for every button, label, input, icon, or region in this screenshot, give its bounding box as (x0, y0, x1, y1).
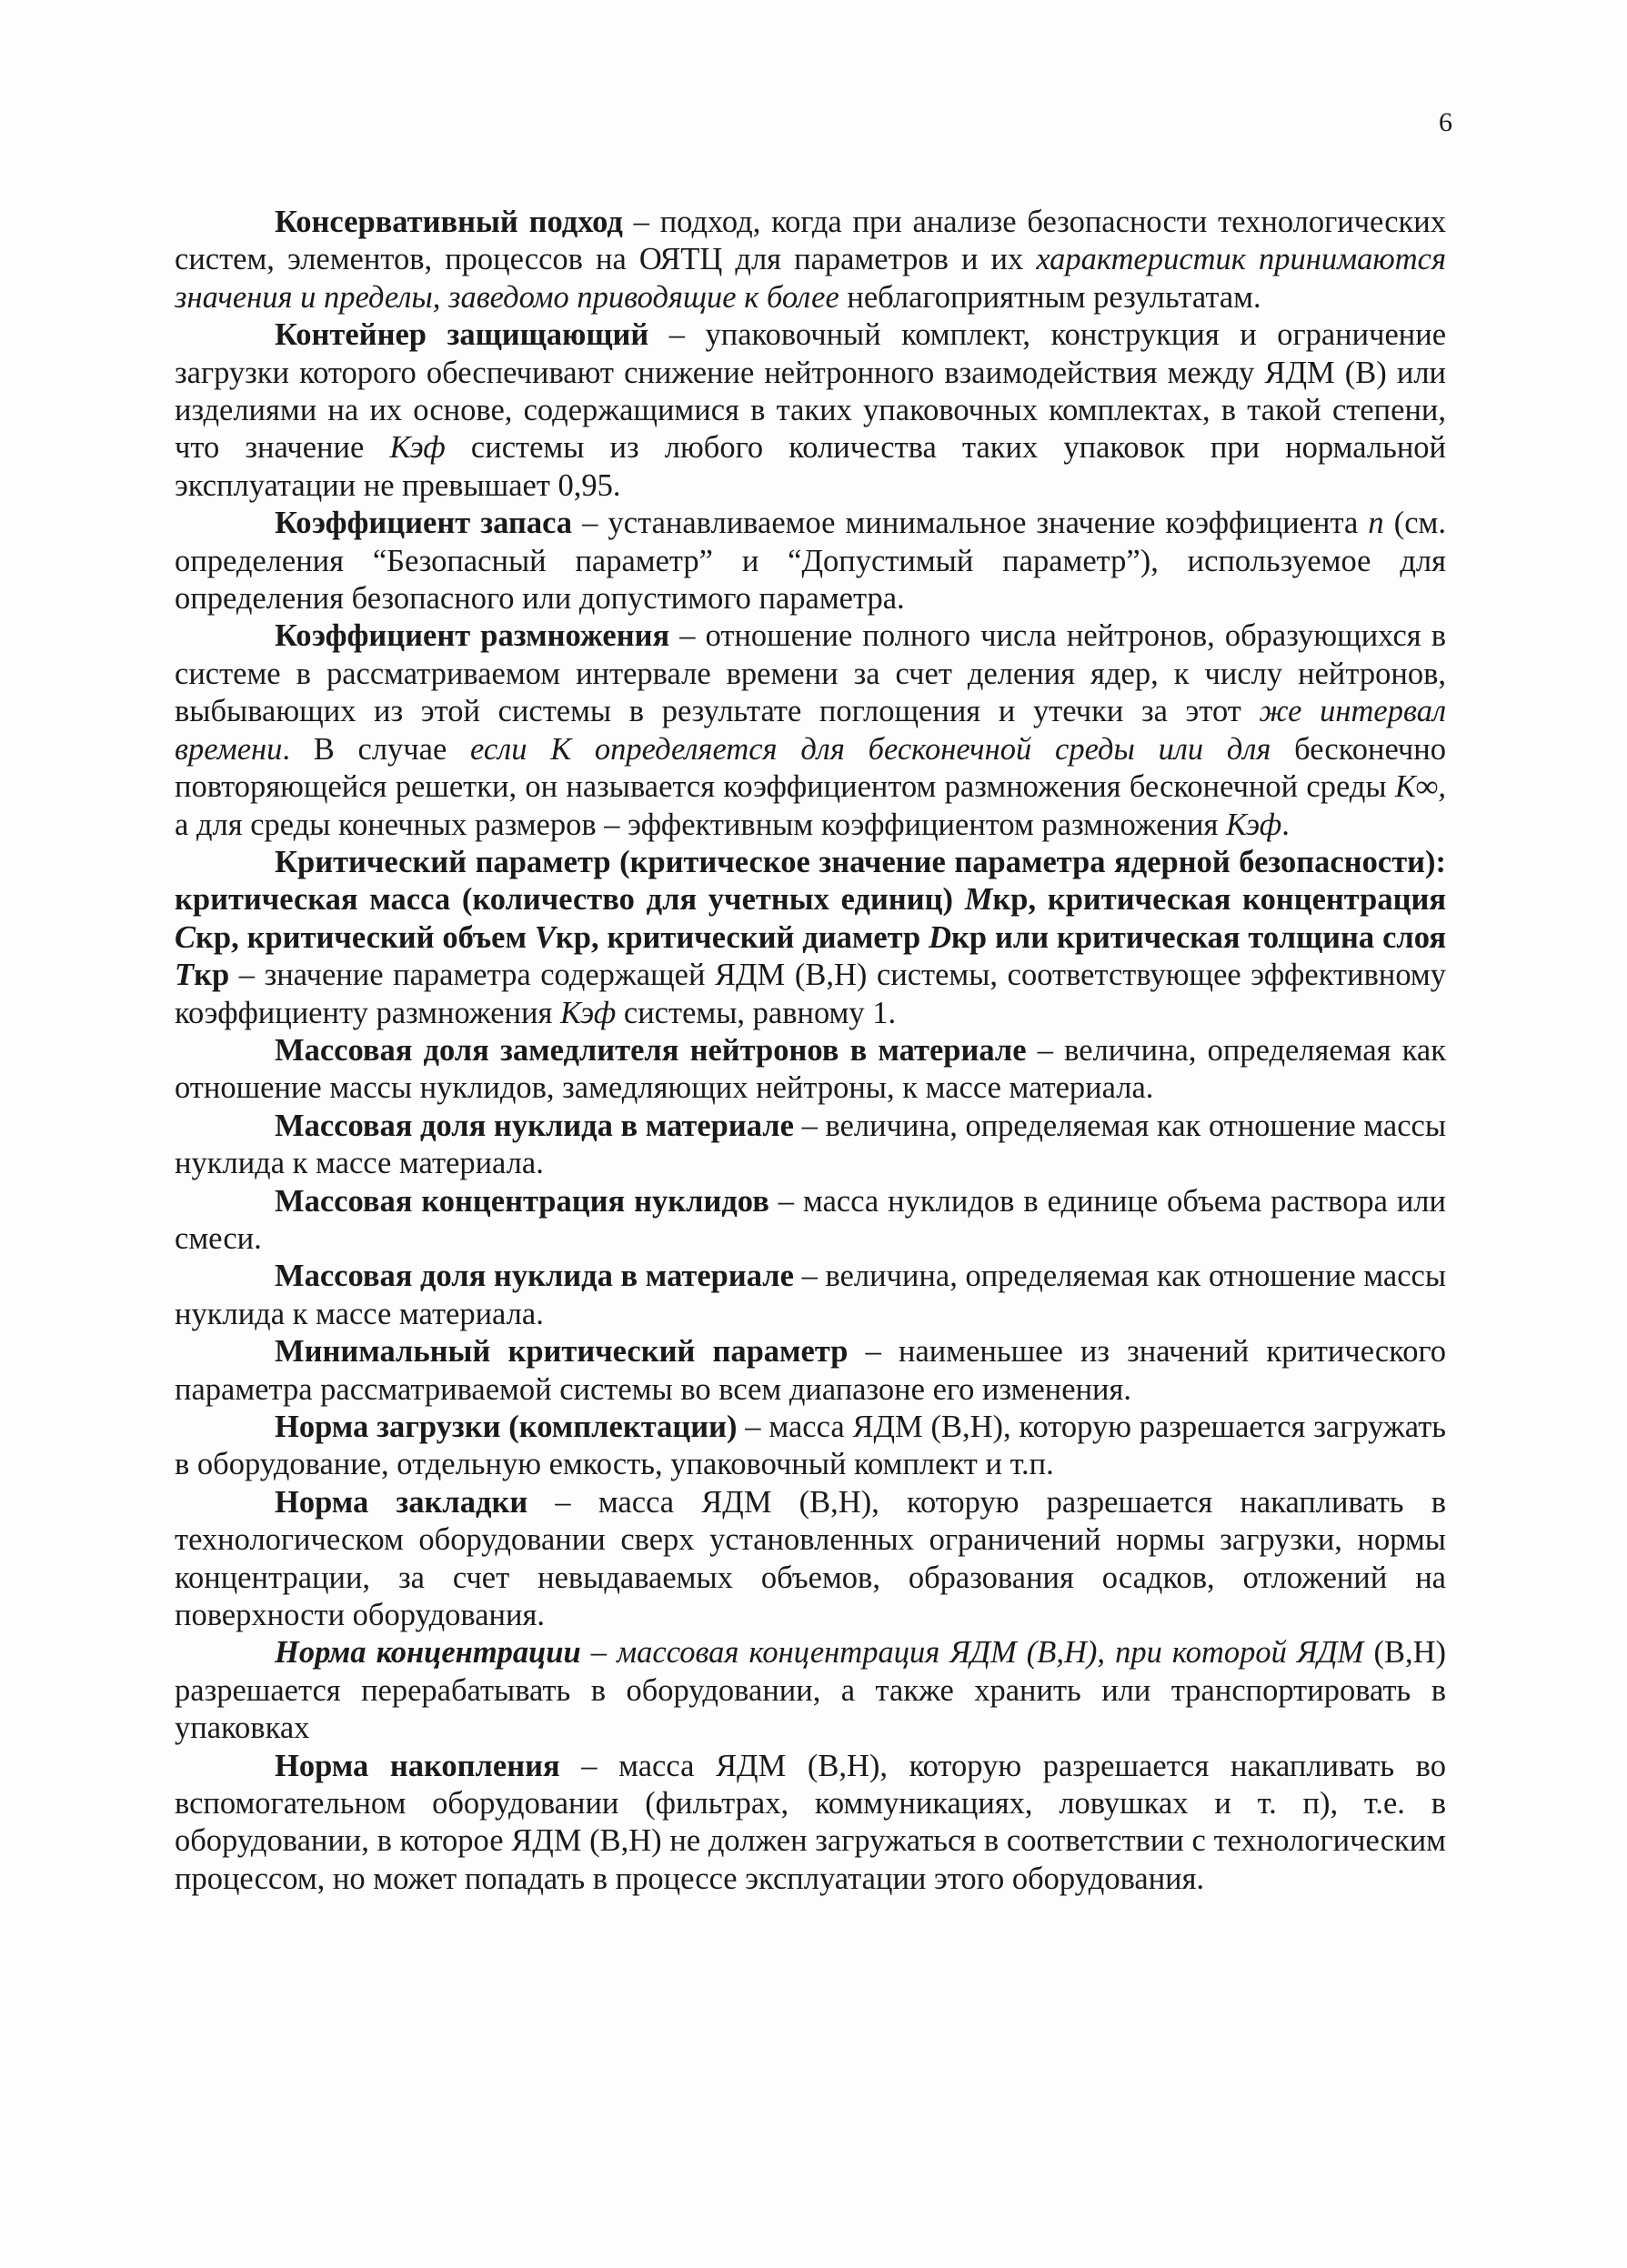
definition: масса ЯДМ (В,Н), которую разрешается загружать в оборудование, отдельную емкость, упаковочный комплект и т.п. (175, 1410, 1447, 1482)
entry-moderator-mass-fraction: Массовая доля замедлителя нейтронов в материале – величина, определяемая как отношение массы нуклидов, замедляющих нейтроны, к массе материала. (175, 1032, 1446, 1106)
term: Норма закладки (275, 1484, 528, 1520)
term: Массовая доля нуклида в материале (275, 1259, 794, 1294)
entry-mass-concentration: Массовая концентрация нуклидов – масса нуклидов в единице объема раствора или смеси. (175, 1183, 1446, 1256)
term: Консервативный подход (275, 205, 623, 239)
entry-multiplication-factor: Коэффициент размножения – отношение полного числа нейтронов, образующихся в системе в рассматриваемом интервале времени за счет деления ядер, к числу нейтронов, выбывающих из этой системы в результате поглощения и утечки за этот же интервал времени. В случае если К определяется для бесконечной среды или для бесконечно повторяющейся решетки, он называется коэффициентом размножения бесконечной среды К∞, а для среды конечных размеров – эффективным коэффициентом размножения Кэф. (175, 618, 1446, 842)
entry-deposit-norm: Норма закладки – масса ЯДМ (В,Н), которую разрешается накапливать в технологическом оборудовании сверх установленных ограничений нормы загрузки, нормы концентрации, за счет невыдаваемых объемов, образования осадков, отложений на поверхности оборудования. (175, 1484, 1446, 1633)
term: Норма загрузки (комплектации) (275, 1410, 738, 1444)
page-number: 6 (1439, 107, 1452, 137)
definition: отношение полного числа нейтронов, образующихся в системе в рассматриваемом интервале времени за счет деления ядер, к числу нейтронов, выбывающих из этой системы в результате поглощения и утечки за этот (175, 618, 1446, 729)
entry-critical-parameter: Критический параметр (критическое значение параметра ядерной безопасности): критическая масса (количество для учетных единиц) Мкр, критическая концентрация Скр, критический объем Vкр, критический диаметр Dкр или критическая толщина слоя Ткр – значение параметра содержащей ЯДМ (В,Н) системы, соответствующее эффективному коэффициенту размножения Кэф системы, равному 1. (175, 844, 1447, 1030)
entry-safety-factor: Коэффициент запаса – устанавливаемое минимальное значение коэффициента n (см. определения “Безопасный параметр” и “Допустимый параметр”), используемое для определения безопасного или допустимого параметра. (175, 506, 1446, 617)
definition: значение параметра содержащей ЯДМ (В,Н) системы, соответствующее эффективному коэффициенту размножения (175, 958, 1446, 1030)
definition: масса нуклидов в единице объема раствора или смеси. (175, 1183, 1446, 1256)
term: Критический параметр (критическое значение параметра ядерной безопасности): критическая масса (количество для учетных единиц) (175, 844, 1446, 918)
definition: величина, определяемая как отношение массы нуклидов, замедляющих нейтроны, к массе материала. (175, 1032, 1446, 1106)
term: Массовая доля замедлителя нейтронов в материале (275, 1032, 1027, 1068)
term: Норма накопления (275, 1748, 560, 1783)
term: Коэффициент запаса (275, 506, 573, 541)
entry-accumulation-norm: Норма накопления – масса ЯДМ (В,Н), которую разрешается накапливать во вспомогательном оборудовании (фильтрах, коммуникациях, ловушках и т. п), т.е. в оборудовании, в которое ЯДМ (В,Н) не должен загружаться в соответствии с технологическим процессом, но может попадать в процессе эксплуатации этого оборудования. (175, 1748, 1446, 1896)
entry-nuclide-mass-fraction-repeat: Массовая доля нуклида в материале – величина, определяемая как отношение массы нуклида к массе материала. (175, 1259, 1447, 1331)
definition: устанавливаемое минимальное значение коэффициента (608, 506, 1369, 541)
definition: массовая концентрация ЯДМ (В,Н), при которой ЯДМ (617, 1635, 1364, 1671)
term: Коэффициент размножения (275, 618, 670, 654)
definition: величина, определяемая как отношение массы нуклида к массе материала. (175, 1259, 1447, 1331)
term: Контейнер защищающий (275, 317, 649, 353)
entry-nuclide-mass-fraction: Массовая доля нуклида в материале – величина, определяемая как отношение массы нуклида к массе материала. (175, 1108, 1447, 1181)
term: Минимальный критический параметр (275, 1334, 849, 1370)
definition: упаковочный комплект, конструкция и ограничение загрузки которого обеспечивают снижение нейтронного взаимодействия между ЯДМ (В) или изделиями на их основе, содержащимися в таких упаковочных комплектах, в такой степени, что значение (175, 317, 1447, 466)
entry-protective-container: Контейнер защищающий – упаковочный комплект, конструкция и ограничение загрузки которого обеспечивают снижение нейтронного взаимодействия между ЯДМ (В) или изделиями на их основе, содержащимися в таких упаковочных комплектах, в такой степени, что значение Кэф системы из любого количества таких упаковок при нормальной эксплуатации не превышает 0,95. (175, 317, 1447, 503)
term: Массовая концентрация нуклидов (275, 1183, 769, 1219)
definition: величина, определяемая как отношение массы нуклида к массе материала. (175, 1108, 1447, 1181)
definition: масса ЯДМ (В,Н), которую разрешается накапливать во вспомогательном оборудовании (фильтрах, коммуникациях, ловушках и т. п), т.е. в оборудовании, в которое ЯДМ (В,Н) не должен загружаться в соответствии с технологическим процессом, но может попадать в процессе эксплуатации этого оборудования. (175, 1748, 1446, 1896)
term: Массовая доля нуклида в материале (275, 1108, 794, 1143)
entry-conservative-approach: Консервативный подход – подход, когда при анализе безопасности технологических систем, элементов, процессов на ОЯТЦ для параметров и их характеристик принимаются значения и пределы, заведомо приводящие к более неблагоприятным результатам. (175, 205, 1447, 315)
definition: наименьшее из значений критического параметра рассматриваемой системы во всем диапазоне его изменения. (175, 1334, 1447, 1407)
entry-concentration-norm: Норма концентрации – массовая концентрация ЯДМ (В,Н), при которой ЯДМ (В,Н) разрешается перерабатывать в оборудовании, а также хранить или транспортировать в упаковках (175, 1635, 1446, 1746)
glossary-content (175, 204, 1446, 1898)
definition: подход, когда при анализе безопасности технологических систем, элементов, процессов на ОЯТЦ для параметров и их (175, 205, 1447, 277)
definition: масса ЯДМ (В,Н), которую разрешается накапливать в технологическом оборудовании сверх установленных ограничений нормы загрузки, нормы концентрации, за счет невыдаваемых объемов, образования осадков, отложений на поверхности оборудования. (175, 1484, 1446, 1633)
entry-loading-norm: Норма загрузки (комплектации) – масса ЯДМ (В,Н), которую разрешается загружать в оборудование, отдельную емкость, упаковочный комплект и т.п. (175, 1410, 1447, 1482)
entry-minimum-critical-parameter: Минимальный критический параметр – наименьшее из значений критического параметра рассматриваемой системы во всем диапазоне его изменения. (175, 1334, 1447, 1407)
term: Норма концентрации (275, 1635, 581, 1671)
